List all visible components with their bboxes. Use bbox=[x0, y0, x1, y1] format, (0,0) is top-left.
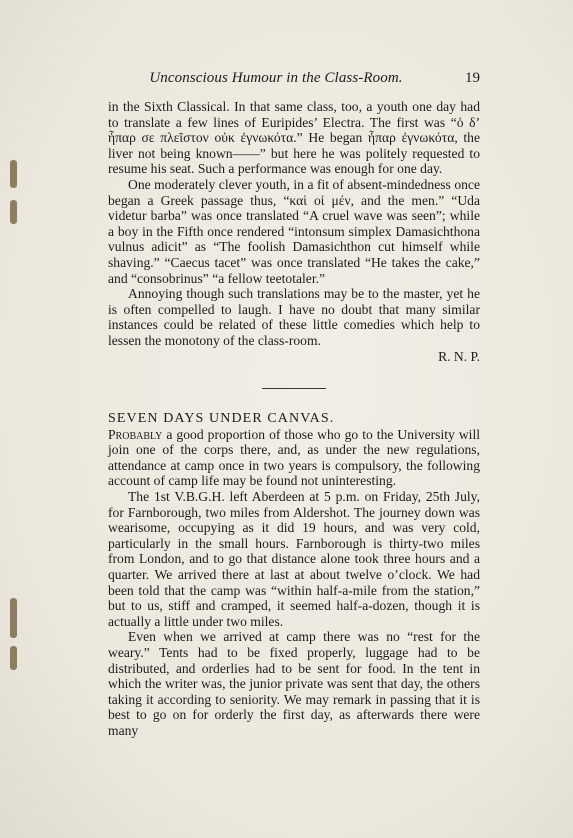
opening-text: a good proportion of those who go to the University will join one of the corps there, and, as under the new regulations, attendance at camp once in two years is compulsory, the following account of camp life may be found not uninteresting. bbox=[108, 426, 480, 489]
paragraph: Even when we arrived at camp there was no “rest for the weary.” Tents had to be fixed properly, luggage had to be distributed, and orderlies had to be sent for food. In the tent in which the writer was, the junior private was sent that day, the others taking it according to seniority. We may remark in passing that it is best to go on for orderly the first day, as afterwards there were many bbox=[108, 629, 480, 738]
section-title: SEVEN DAYS UNDER CANVAS. bbox=[108, 411, 335, 427]
section-divider bbox=[262, 388, 326, 389]
page-body bbox=[108, 99, 480, 739]
page-number: 19 bbox=[465, 70, 480, 86]
binding-mark bbox=[10, 646, 17, 670]
paragraph: The 1st V.B.G.H. left Aberdeen at 5 p.m. on Friday, 25th July, for Farnborough, two miles from Aldershot. The journey down was wearisome, occupying as it did 19 hours, and was very cold, particularly in the small hours. Farnborough is thirty-two miles from London, and to go that distance alone took three hours and a quarter. We arrived there at last at about twelve o’clock. We had been told that the camp was “within half-a-mile from the station,” but to us, stiff and cramped, it seemed half-a-dozen, though it is actually a little under two miles. bbox=[108, 489, 480, 629]
opening-word: Probably bbox=[108, 426, 163, 442]
binding-mark bbox=[10, 200, 17, 224]
author-signature: R. N. P. bbox=[438, 348, 480, 364]
running-title: Unconscious Humour in the Class-Room. bbox=[149, 70, 403, 86]
page-header bbox=[108, 70, 484, 90]
binding-mark bbox=[10, 598, 17, 638]
paragraph bbox=[108, 427, 480, 489]
binding-mark bbox=[10, 160, 17, 188]
paragraph: One moderately clever youth, in a fit of absent-mindedness once began a Greek passage thus, “καὶ οἱ μέν, and the men.” “Uda videtur barba” was once translated “A cruel wave was seen”; while a boy in the Fifth once rendered “intonsum simplex Damasichthona vulnus adicit” as “The foolish Damasichthon cut himself while shaving.” “Caecus tacet” was once translated “He takes the cake,” and “consobrinus” “a fellow teetotaler.” bbox=[108, 176, 480, 286]
paragraph: in the Sixth Classical. In that same class, too, a youth one day had to translate a few lines of Euripides’ Electra. The first was “ὁ δ’ ἧπαρ σε πλεῖστον οὐκ ἐγνωκότα.” He began ἧπαρ ἐγνωκότα, the liver not being known——” but here he was politely requested to resume his seat. Such a performance was enough for one day. bbox=[108, 99, 480, 177]
paragraph: Annoying though such translations may be to the master, yet he is often compelled to laugh. I have no doubt that many similar instances could be related of these little comedies which help to lessen the monotony of the class-room. bbox=[108, 286, 480, 348]
